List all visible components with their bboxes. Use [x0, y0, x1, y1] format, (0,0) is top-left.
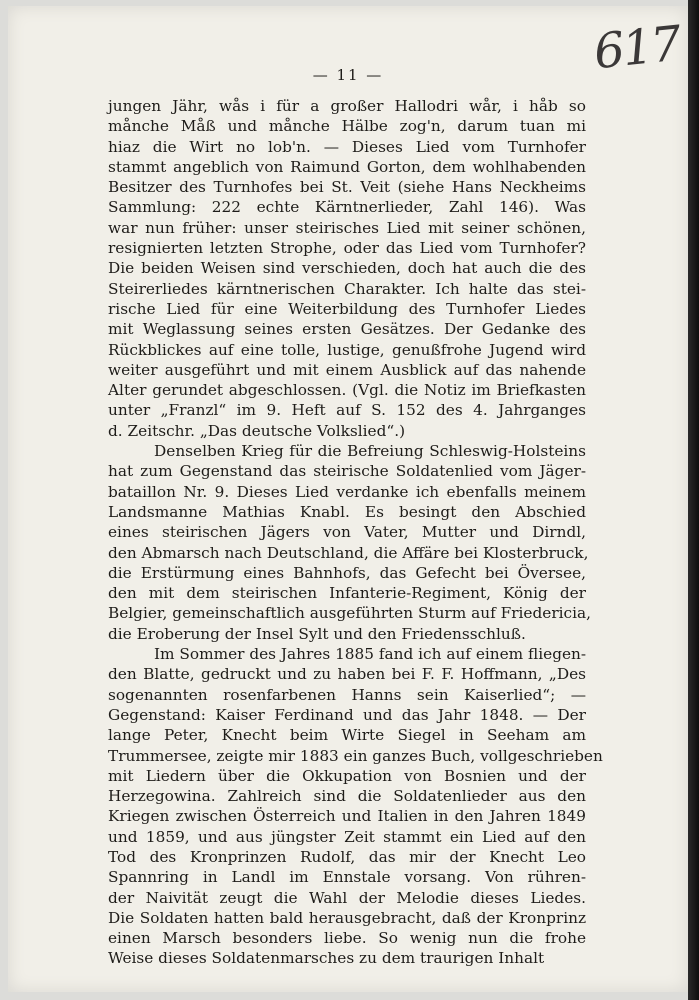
text-line: mit Weglassung seines ersten Gesätzes. Der Gedanke des	[108, 320, 586, 339]
text-line: Belgier, gemeinschaftlich ausgeführten Sturm auf Friedericia,	[108, 604, 591, 623]
text-line: Gegenstand: Kaiser Ferdinand und das Jahr 1848. — Der	[108, 705, 586, 724]
text-line: eines steirischen Jägers von Vater, Mutter und Dirndl,	[108, 523, 586, 542]
text-line: mit Liedern über die Okkupation von Bosnien und der	[108, 766, 586, 785]
text-line: Im Sommer des Jahres 1885 fand ich auf einem fliegen-	[154, 645, 587, 664]
text-line: månche Måß und månche Hälbe zog'n, darum tuan mi	[108, 117, 586, 136]
paragraph	[108, 96, 586, 441]
text-line: Besitzer des Turnhofes bei St. Veit (siehe Hans Neckheims	[108, 178, 586, 197]
text-line: Alter gerundet abgeschlossen. (Vgl. die Notiz im Briefkasten	[108, 381, 586, 400]
text-line: Denselben Krieg für die Befreiung Schleswig-Holsteins	[154, 442, 586, 461]
body-text	[108, 96, 603, 969]
book-page	[8, 6, 688, 992]
page-edge-shadow	[688, 0, 699, 1000]
text-line: Rückblickes auf eine tolle, lustige, genußfrohe Jugend wird	[108, 340, 586, 359]
text-line: sogenannten rosenfarbenen Hanns sein Kaiserlied“; —	[108, 685, 586, 704]
text-line: hat zum Gegenstand das steirische Soldatenlied vom Jäger-	[108, 462, 586, 481]
text-line: resignierten letzten Strophe, oder das Lied vom Turnhofer?	[108, 239, 586, 258]
text-line: die Eroberung der Insel Sylt und den Friedensschluß.	[108, 624, 526, 643]
text-line: unter „Franzl“ im 9. Heft auf S. 152 des 4. Jahrganges	[108, 401, 586, 420]
text-line: hiaz die Wirt no lob'n. — Dieses Lied vom Turnhofer	[108, 137, 586, 156]
text-line: Die Soldaten hatten bald herausgebracht, daß der Kronprinz	[108, 908, 586, 927]
paragraph	[108, 441, 591, 644]
text-line: Die beiden Weisen sind verschieden, doch hat auch die des	[108, 259, 586, 278]
text-line: die Erstürmung eines Bahnhofs, das Gefecht bei Översee,	[108, 563, 586, 582]
text-line: den Blatte, gedruckt und zu haben bei F. F. Hoffmann, „Des	[108, 665, 586, 684]
text-line: den mit dem steirischen Infanterie-Regiment, König der	[108, 584, 586, 603]
text-line: d. Zeitschr. „Das deutsche Volkslied“.)	[108, 421, 406, 440]
text-line: Trummersee, zeigte mir 1883 ein ganzes Buch, vollgeschrieben	[108, 746, 603, 765]
text-line: Steirerliedes kärntnerischen Charakter. Ich halte das stei-	[108, 279, 586, 298]
text-line: Spannring in Landl im Ennstale vorsang. Von rühren-	[108, 868, 586, 887]
text-line: lange Peter, Knecht beim Wirte Siegel in Seeham am	[108, 726, 586, 745]
text-line: Kriegen zwischen Österreich und Italien in den Jahren 1849	[108, 807, 586, 826]
text-line: stammt angeblich von Raimund Gorton, dem wohlhabenden	[108, 157, 586, 176]
text-line: war nun früher: unser steirisches Lied mit seiner schönen,	[108, 218, 586, 237]
text-line: den Abmarsch nach Deutschland, die Affäre bei Klosterbruck,	[108, 543, 589, 562]
text-line: der Naivität zeugt die Wahl der Melodie dieses Liedes.	[108, 888, 586, 907]
text-line: einen Marsch besonders liebe. So wenig nun die frohe	[108, 929, 586, 948]
text-line: rische Lied für eine Weiterbildung des Turnhofer Liedes	[108, 299, 586, 318]
text-line: Herzegowina. Zahlreich sind die Soldatenlieder aus den	[108, 787, 586, 806]
text-line: Weise dieses Soldatenmarsches zu dem traurigen Inhalt	[108, 949, 545, 968]
text-line: weiter ausgeführt und mit einem Ausblick auf das nahende	[108, 360, 586, 379]
text-line: bataillon Nr. 9. Dieses Lied verdanke ich ebenfalls meinem	[108, 482, 586, 501]
text-line: jungen Jähr, wås i für a großer Hallodri wår, i håb so	[108, 97, 586, 115]
page-number: — 11 —	[312, 66, 384, 84]
text-line: Tod des Kronprinzen Rudolf, das mir der Knecht Leo	[108, 847, 586, 866]
text-line: Sammlung: 222 echte Kärntnerlieder, Zahl 146). Was	[108, 198, 586, 217]
paragraph	[108, 644, 603, 969]
handwritten-annotation: 617	[591, 15, 683, 81]
text-line: und 1859, und aus jüngster Zeit stammt ein Lied auf den	[108, 827, 586, 846]
text-line: Landsmanne Mathias Knabl. Es besingt den Abschied	[108, 502, 586, 521]
